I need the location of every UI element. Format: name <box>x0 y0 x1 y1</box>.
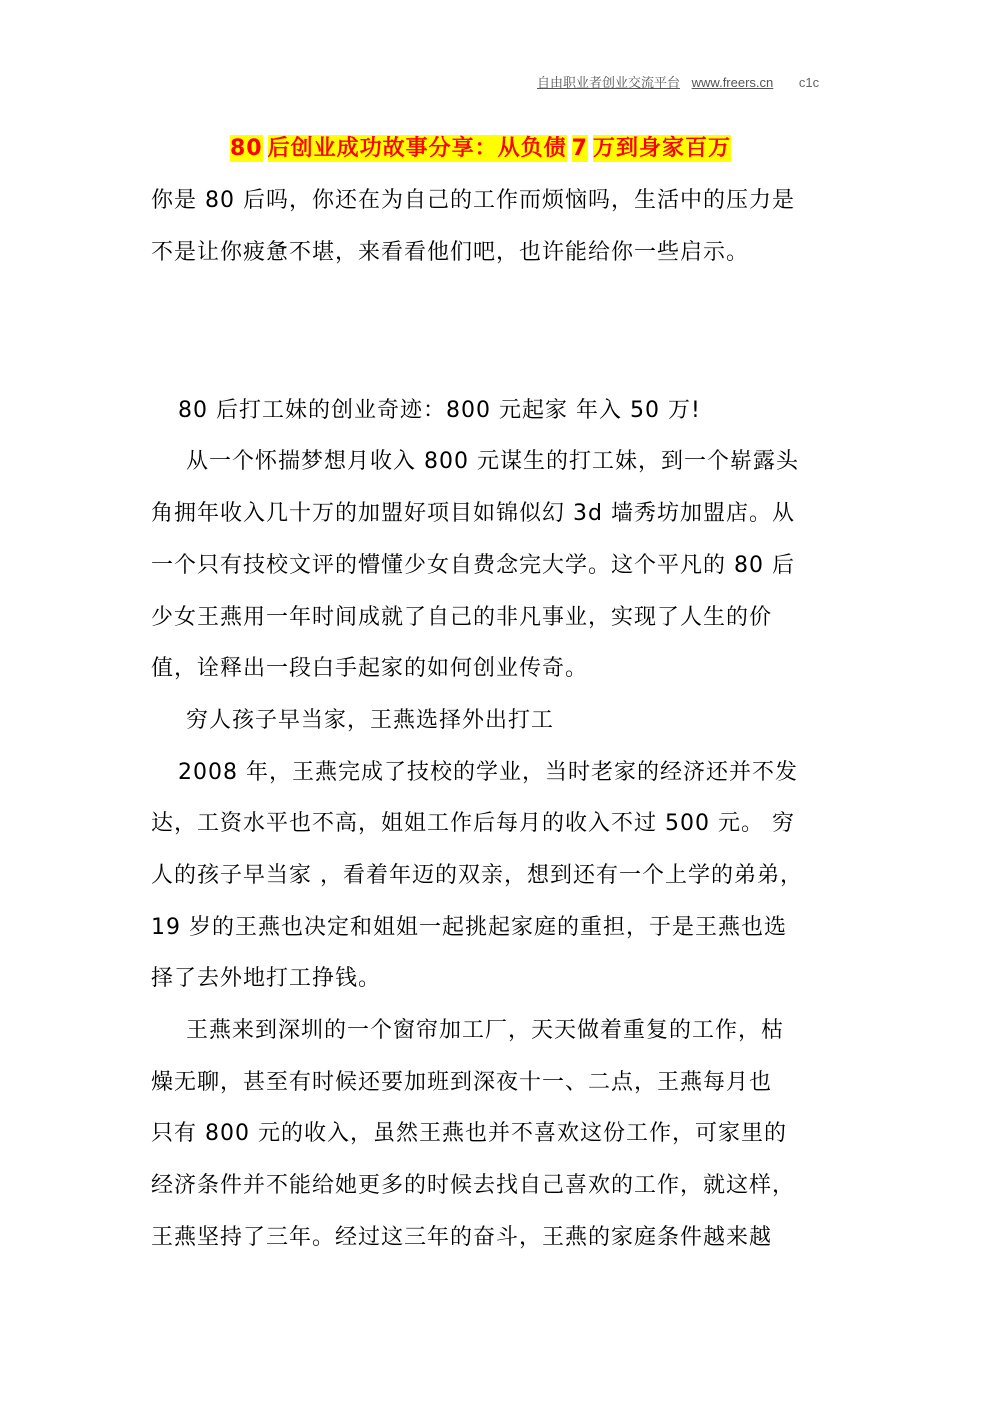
intro-line: 你是 80 后吗，你还在为自己的工作而烦恼吗，生活中的压力是 <box>151 188 795 213</box>
paragraph-line: 达，工资水平也不高，姐姐工作后每月的收入不过 500 元。 穷 <box>151 811 795 836</box>
paragraph-line: 只有 800 元的收入，虽然王燕也并不喜欢这份工作，可家里的 <box>151 1121 787 1146</box>
site-url-link[interactable]: www.freers.cn <box>691 75 774 90</box>
document-title <box>230 131 736 162</box>
paragraph-line: 王燕坚持了三年。经过这三年的奋斗，王燕的家庭条件越来越 <box>151 1225 773 1250</box>
paragraph-line: 值，诠释出一段白手起家的如何创业传奇。 <box>151 656 589 681</box>
paragraph-line: 从一个怀揣梦想月收入 800 元谋生的打工妹，到一个崭露头 <box>186 449 799 474</box>
paragraph-line: 一个只有技校文评的懵懂少女自费念完大学。这个平凡的 80 后 <box>151 553 795 578</box>
paragraph-line: 少女王燕用一年时间成就了自己的非凡事业，实现了人生的价 <box>151 605 773 630</box>
section-heading: 穷人孩子早当家，王燕选择外出打工 <box>186 708 555 733</box>
paragraph-line: 角拥年收入几十万的加盟好项目如锦似幻 3d 墙秀坊加盟店。从 <box>151 501 795 526</box>
section-heading: 80 后打工妹的创业奇迹：800 元起家 年入 50 万! <box>178 398 701 423</box>
title-segment: 万到身家百万 <box>592 136 731 161</box>
title-segment: 80 <box>230 136 263 161</box>
intro-line: 不是让你疲惫不堪，来看看他们吧，也许能给你一些启示。 <box>151 240 750 265</box>
paragraph-line: 2008 年，王燕完成了技校的学业，当时老家的经济还并不发 <box>178 760 798 785</box>
page-header <box>537 72 819 91</box>
title-segment: 后创业成功故事分享：从负债 <box>267 136 567 161</box>
site-name-link[interactable]: 自由职业者创业交流平台 <box>537 75 681 90</box>
paragraph-line: 经济条件并不能给她更多的时候去找自己喜欢的工作，就这样， <box>151 1173 796 1198</box>
header-code: c1c <box>798 75 820 90</box>
paragraph-line: 人的孩子早当家 ，看着年迈的双亲，想到还有一个上学的弟弟， <box>151 863 803 888</box>
paragraph-line: 王燕来到深圳的一个窗帘加工厂，天天做着重复的工作，枯 <box>186 1018 785 1043</box>
paragraph-line: 择了去外地打工挣钱。 <box>151 966 382 991</box>
paragraph-line: 燥无聊，甚至有时候还要加班到深夜十一、二点，王燕每月也 <box>151 1070 773 1095</box>
title-segment: 7 <box>571 136 588 161</box>
paragraph-line: 19 岁的王燕也决定和姐姐一起挑起家庭的重担，于是王燕也选 <box>151 915 787 940</box>
